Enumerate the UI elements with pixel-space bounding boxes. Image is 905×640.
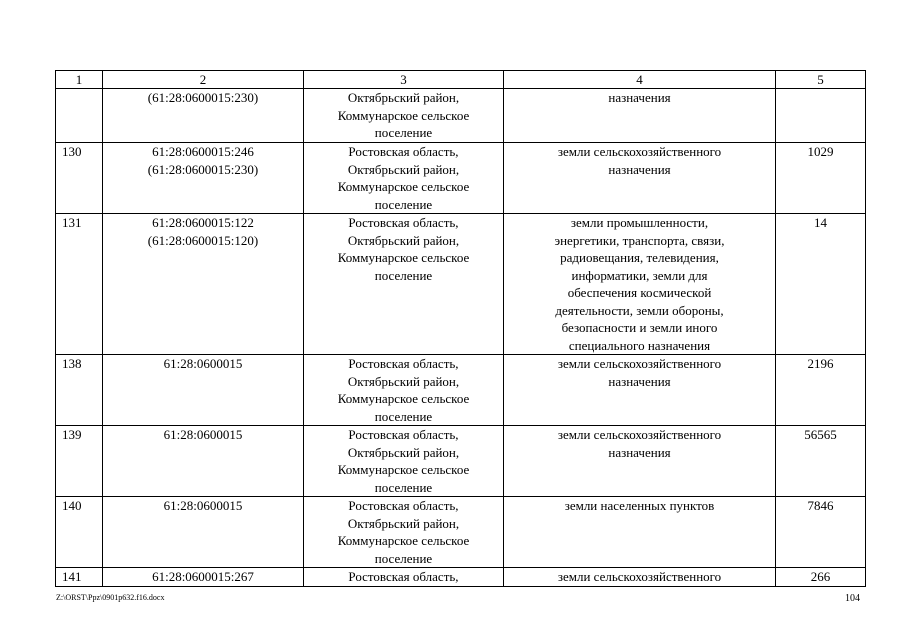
cadastral-number-cell	[103, 355, 304, 426]
table-row	[56, 568, 866, 587]
cell-text-line: Ростовская область,	[348, 569, 459, 584]
cell-text-line: деятельности, земли обороны,	[555, 302, 724, 318]
footer-file-path: Z:\ORST\Ppz\0901p632.f16.docx	[56, 593, 165, 602]
cell-text-line: Ростовская область,	[348, 427, 459, 442]
cadastral-number-cell	[103, 143, 304, 214]
cell-text-line: (61:28:0600015:120)	[147, 232, 259, 248]
area-cell: 14	[776, 214, 866, 355]
cell-text-line: Коммунарское сельское	[337, 250, 470, 265]
cell-text-line: 61:28:0600015	[163, 427, 243, 442]
row-number-cell: 130	[56, 143, 103, 214]
land-category-cell	[504, 214, 776, 355]
cadastral-number-cell	[103, 497, 304, 568]
row-number-cell: 139	[56, 426, 103, 497]
land-category-cell	[504, 568, 776, 587]
row-number-cell	[56, 89, 103, 143]
cell-text-line: энергетики, транспорта, связи,	[554, 232, 725, 248]
cell-text-line: поселение	[374, 196, 433, 212]
column-header-2: 2	[103, 71, 304, 89]
address-cell	[304, 497, 504, 568]
row-number-cell: 141	[56, 568, 103, 587]
cadastral-number-cell	[103, 426, 304, 497]
cell-text-line: земли сельскохозяйственного	[557, 569, 722, 584]
cell-text-line: 61:28:0600015	[163, 356, 243, 371]
area-cell: 266	[776, 568, 866, 587]
column-header-1: 1	[56, 71, 103, 89]
cell-text-line: Коммунарское сельское	[337, 179, 470, 194]
cell-text-line: обеспечения космической	[567, 285, 712, 300]
address-cell	[304, 426, 504, 497]
table-body	[56, 71, 866, 587]
cell-text-line: Ростовская область,	[348, 215, 459, 230]
land-category-cell	[504, 497, 776, 568]
row-number-cell: 138	[56, 355, 103, 426]
cadastral-number-cell	[103, 568, 304, 587]
cadastral-number-cell	[103, 89, 304, 143]
area-cell	[776, 89, 866, 143]
column-header-3: 3	[304, 71, 504, 89]
cell-text-line: земли сельскохозяйственного	[557, 144, 722, 159]
cell-text-line: 61:28:0600015:246	[152, 144, 254, 159]
address-cell	[304, 355, 504, 426]
cell-text-line: (61:28:0600015:230)	[147, 161, 259, 177]
table-row	[56, 426, 866, 497]
area-cell: 1029	[776, 143, 866, 214]
cell-text-line: Коммунарское сельское	[337, 107, 470, 123]
cell-text-line: 61:28:0600015:122	[152, 215, 254, 230]
cadastral-number-cell	[103, 214, 304, 355]
address-cell	[304, 214, 504, 355]
cell-text-line: земли сельскохозяйственного	[557, 427, 722, 442]
address-cell	[304, 89, 504, 143]
column-header-5: 5	[776, 71, 866, 89]
cell-text-line: специального назначения	[568, 337, 711, 353]
cell-text-line: Коммунарское сельское	[337, 533, 470, 548]
table-row	[56, 214, 866, 355]
cell-text-line: Октябрьский район,	[347, 515, 460, 531]
cell-text-line: поселение	[374, 125, 433, 140]
table-row	[56, 497, 866, 568]
cell-text-line: земли населенных пунктов	[564, 498, 715, 513]
cell-text-line: 61:28:0600015	[163, 498, 243, 513]
cell-text-line: Ростовская область,	[348, 144, 459, 159]
row-number-cell: 131	[56, 214, 103, 355]
cell-text-line: Октябрьский район,	[347, 373, 460, 389]
cell-text-line: поселение	[374, 408, 433, 424]
table-header-row	[56, 71, 866, 89]
cell-text-line: назначения	[608, 90, 671, 105]
cell-text-line: Октябрьский район,	[347, 161, 460, 177]
cell-text-line: 61:28:0600015:267	[152, 569, 254, 584]
cell-text-line: Коммунарское сельское	[337, 462, 470, 477]
footer-page-number: 104	[845, 593, 860, 604]
land-category-cell	[504, 355, 776, 426]
cell-text-line: поселение	[374, 267, 433, 283]
cell-text-line: земли сельскохозяйственного	[557, 356, 722, 371]
cell-text-line: Октябрьский район,	[347, 444, 460, 460]
table-row	[56, 89, 866, 143]
area-cell: 2196	[776, 355, 866, 426]
area-cell: 7846	[776, 497, 866, 568]
column-header-4: 4	[504, 71, 776, 89]
land-category-cell	[504, 89, 776, 143]
cell-text-line: назначения	[608, 161, 671, 177]
row-number-cell: 140	[56, 497, 103, 568]
cell-text-line: поселение	[374, 479, 433, 495]
table-row	[56, 143, 866, 214]
land-category-cell	[504, 143, 776, 214]
area-cell: 56565	[776, 426, 866, 497]
cell-text-line: информатики, земли для	[571, 267, 708, 283]
address-cell	[304, 143, 504, 214]
cell-text-line: Ростовская область,	[348, 498, 459, 513]
cell-text-line: назначения	[608, 373, 671, 389]
cell-text-line: Октябрьский район,	[347, 90, 460, 105]
cell-text-line: Коммунарское сельское	[337, 391, 470, 406]
land-category-cell	[504, 426, 776, 497]
cell-text-line: земли промышленности,	[570, 215, 709, 230]
cell-text-line: (61:28:0600015:230)	[147, 90, 259, 105]
address-cell	[304, 568, 504, 587]
cell-text-line: назначения	[608, 444, 671, 460]
cell-text-line: радиовещания, телевидения,	[560, 250, 719, 265]
cell-text-line: Ростовская область,	[348, 356, 459, 371]
land-plots-table	[55, 70, 866, 587]
cell-text-line: безопасности и земли иного	[561, 320, 718, 335]
table-row	[56, 355, 866, 426]
cell-text-line: Октябрьский район,	[347, 232, 460, 248]
cell-text-line: поселение	[374, 550, 433, 566]
